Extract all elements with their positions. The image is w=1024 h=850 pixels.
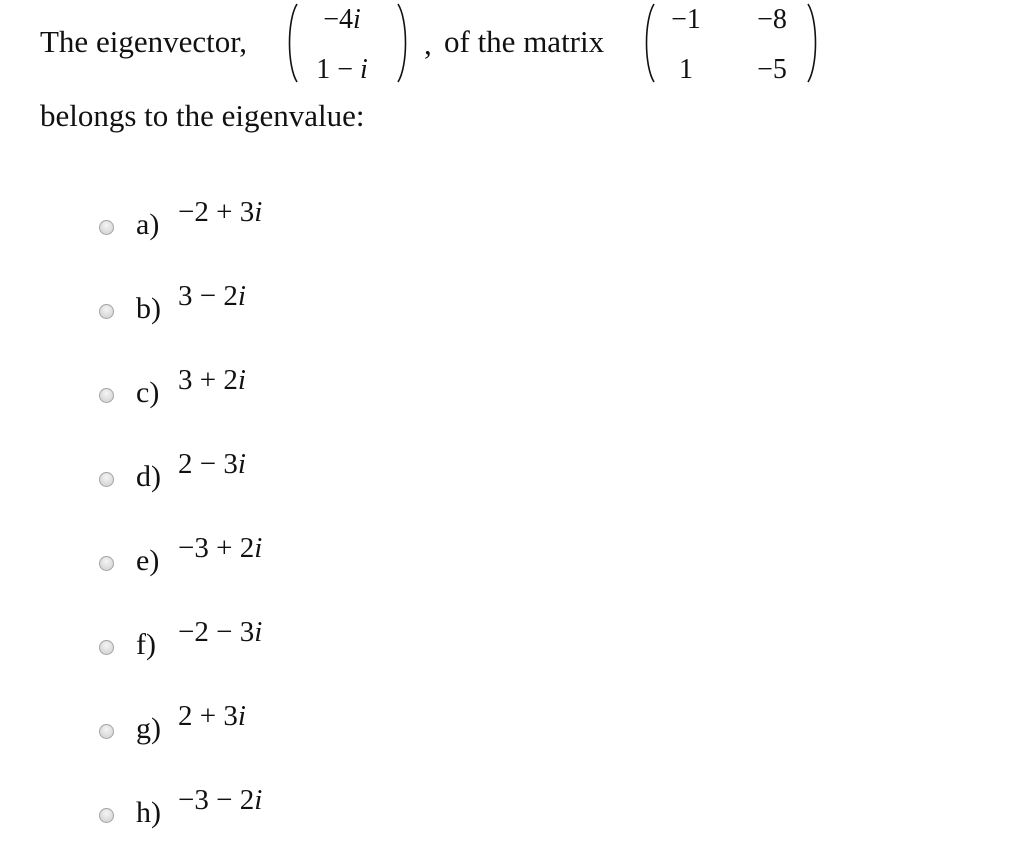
option-label-b: b) (136, 292, 161, 325)
eigenvector-entry-2: 1 − i (316, 54, 368, 85)
question-comma: , (424, 26, 432, 61)
matrix-right-paren (806, 2, 822, 84)
radio-button-e[interactable] (99, 556, 114, 571)
option-e[interactable] (90, 516, 410, 576)
radio-button-g[interactable] (99, 724, 114, 739)
matrix-cell-r1c2: −8 (757, 4, 787, 35)
radio-button-b[interactable] (99, 304, 114, 319)
option-c[interactable] (90, 348, 410, 408)
matrix-cell-r2c2: −5 (757, 54, 787, 85)
option-label-e: e) (136, 544, 160, 577)
option-value-g: 2 + 3i (178, 700, 246, 732)
option-value-h: −3 − 2i (178, 784, 263, 816)
option-label-g: g) (136, 712, 161, 745)
option-value-f: −2 − 3i (178, 616, 263, 648)
question-intro-text: The eigenvector, (40, 24, 248, 59)
option-d[interactable] (90, 432, 410, 492)
radio-button-a[interactable] (99, 220, 114, 235)
question-line2-text: belongs to the eigenvalue: (40, 98, 365, 133)
option-label-d: d) (136, 460, 161, 493)
eigenvector-right-paren (396, 2, 412, 84)
option-label-h: h) (136, 796, 161, 829)
option-label-f: f) (136, 628, 156, 661)
answer-options (0, 180, 1024, 840)
option-label-c: c) (136, 376, 160, 409)
eigenvector-left-paren (283, 2, 299, 84)
question-middle-text: of the matrix (444, 24, 605, 59)
option-value-e: −3 + 2i (178, 532, 263, 564)
matrix-cell-r2c1: 1 (679, 54, 693, 85)
option-value-d: 2 − 3i (178, 448, 246, 480)
matrix-cell-r1c1: −1 (671, 4, 701, 35)
option-g[interactable] (90, 684, 410, 744)
radio-button-d[interactable] (99, 472, 114, 487)
option-value-a: −2 + 3i (178, 196, 263, 228)
option-value-c: 3 + 2i (178, 364, 246, 396)
matrix-left-paren (640, 2, 656, 84)
eigenvector-entry-1: −4i (323, 4, 361, 35)
question-stem (0, 0, 1024, 160)
option-b[interactable] (90, 264, 410, 324)
option-label-a: a) (136, 208, 160, 241)
radio-button-c[interactable] (99, 388, 114, 403)
option-h[interactable] (90, 768, 410, 828)
option-value-b: 3 − 2i (178, 280, 246, 312)
option-f[interactable] (90, 600, 410, 660)
radio-button-f[interactable] (99, 640, 114, 655)
radio-button-h[interactable] (99, 808, 114, 823)
option-a[interactable] (90, 180, 410, 240)
